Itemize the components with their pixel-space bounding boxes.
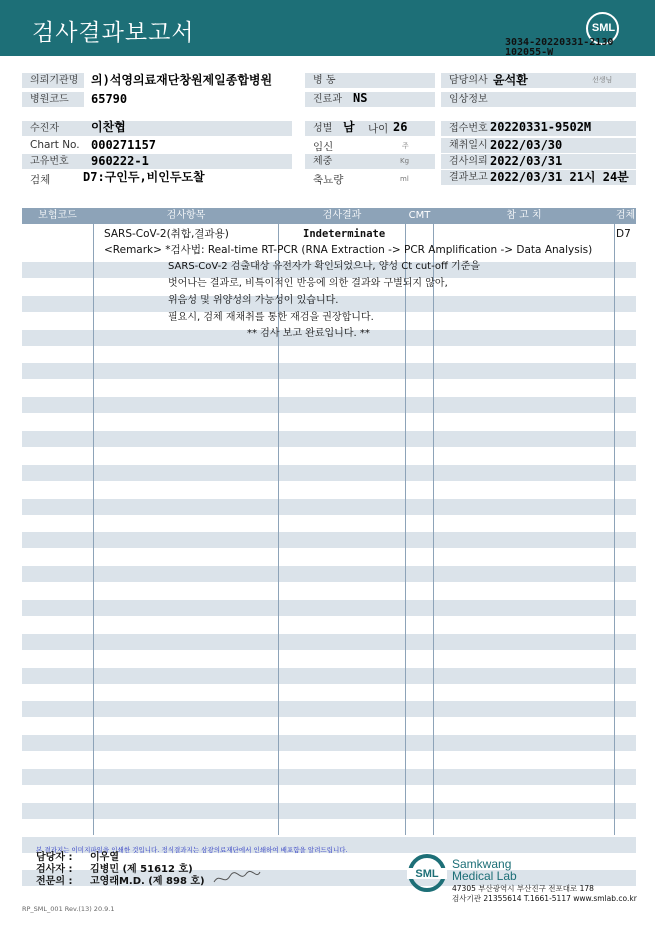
age-value: 26 xyxy=(393,120,408,134)
hospital-label: 의뢰기관명 xyxy=(22,73,84,88)
sml-lab-logo-icon xyxy=(407,853,447,893)
specimen-label: 검체 xyxy=(30,174,51,186)
note-line-3: 위음성 및 위양성의 가능성이 있습니다. xyxy=(168,295,339,306)
test-item-cell: SARS-CoV-2(취합,결과용) xyxy=(104,228,229,240)
note-line-1: SARS-CoV-2 검출대상 유전자가 확인되었으나, 양성 Ct cut-off 기준을 xyxy=(168,261,481,272)
collect-date-label: 채취일시 xyxy=(441,138,636,153)
table-row xyxy=(22,668,636,684)
specimen-cell: D7 xyxy=(616,228,631,240)
report-complete-line: ** 검사 보고 완료입니다. ** xyxy=(247,328,370,339)
weight-unit: Kg xyxy=(400,157,410,165)
sex-value: 남 xyxy=(343,120,355,134)
note-line-4: 필요시, 검체 재채취를 통한 재검을 권장합니다. xyxy=(168,312,374,323)
table-row xyxy=(22,566,636,582)
col-divider-4 xyxy=(433,208,434,835)
specialist-value: 고영래M.D. (제 898 호) xyxy=(90,876,205,887)
manager-value: 이우열 xyxy=(90,852,119,863)
hospital-value: 의)석영의료재단창원제일종합병원 xyxy=(91,73,273,87)
doctor-value: 윤석환 xyxy=(493,73,528,87)
lab-address xyxy=(452,884,637,904)
table-row xyxy=(22,363,636,379)
id-label: 고유번호 xyxy=(22,154,292,169)
table-row xyxy=(22,431,636,447)
request-date-label: 검사의뢰 xyxy=(441,154,636,169)
report-date-value: 2022/03/31 21시 24분 xyxy=(490,170,629,184)
col-divider-5 xyxy=(614,208,615,835)
id-value: 960222-1 xyxy=(91,154,149,168)
table-row xyxy=(22,532,636,548)
table-row xyxy=(22,397,636,413)
remark-line: <Remark> *검사법: Real-time RT-PCR (RNA Extraction -> PCR Amplification -> Data Analysis) xyxy=(104,244,593,256)
urine-label: 축뇨량 xyxy=(313,174,344,186)
col-test-item: 검사항목 xyxy=(166,210,206,221)
hospital-code-value: 65790 xyxy=(91,92,128,106)
col-reference: 참 고 치 xyxy=(506,210,542,221)
document-code-line-1: 3034-20220331-2130 xyxy=(505,37,614,48)
col-insurance-code: 보험코드 xyxy=(38,210,77,221)
department-label: 진료과 xyxy=(305,92,435,107)
hospital-code-label: 병원코드 xyxy=(22,92,84,107)
col-divider-3 xyxy=(405,208,406,835)
lab-name xyxy=(452,858,517,882)
age-label: 나이 xyxy=(368,123,389,135)
doctor-suffix: 선생님 xyxy=(592,76,613,84)
pregnancy-unit: 주 xyxy=(402,142,409,150)
ward-label: 병 동 xyxy=(305,73,435,88)
request-date-value: 2022/03/31 xyxy=(490,154,563,168)
col-divider-1 xyxy=(93,208,94,835)
receipt-no-value: 20220331-9502M xyxy=(490,120,592,134)
sml-logo-text: SML xyxy=(591,22,616,34)
sex-label: 성별 xyxy=(305,121,435,136)
clinical-info-label: 임상정보 xyxy=(441,92,636,107)
chart-label: Chart No. xyxy=(30,139,80,151)
document-code xyxy=(505,38,613,58)
examiner-label: 검사자 : xyxy=(36,864,73,875)
col-test-result: 검사결과 xyxy=(322,210,362,221)
document-code-line-2: 102055-W xyxy=(505,47,554,58)
signature-icon xyxy=(212,866,262,888)
specimen-value: D7:구인두,비인두도찰 xyxy=(83,170,205,184)
table-row xyxy=(22,600,636,616)
specialist-label: 전문의 : xyxy=(36,876,73,887)
footer-note: 본 결과지는 이미지파일을 인쇄한 것입니다. 정식결과지는 삼광의료재단에서 인쇄하여 배포함을 알려드립니다. xyxy=(36,846,348,854)
table-row xyxy=(22,499,636,515)
lab-address-line-1: 47305 부산광역시 부산진구 전포대로 178 xyxy=(452,884,594,893)
table-row xyxy=(22,769,636,785)
lab-name-line-1: Samkwang xyxy=(452,857,512,871)
sml-lab-logo-text: SML xyxy=(415,868,439,880)
weight-label: 체중 xyxy=(305,154,435,169)
report-title: 검사결과보고서 xyxy=(32,20,195,46)
urine-unit: ml xyxy=(400,175,409,183)
revision-code: RP_SML_001 Rev.(13) 20.9.1 xyxy=(22,905,115,913)
pregnancy-label: 임신 xyxy=(313,141,334,153)
report-date-label: 결과보고 xyxy=(441,170,636,185)
department-value: NS xyxy=(353,91,368,105)
doctor-label: 담당의사 xyxy=(441,73,636,88)
table-row xyxy=(22,465,636,481)
col-cmt: CMT xyxy=(408,210,431,221)
patient-label: 수진자 xyxy=(22,121,292,136)
collect-date-value: 2022/03/30 xyxy=(490,138,563,152)
table-row xyxy=(22,735,636,751)
note-line-2: 벗어나는 결과로, 비특이적인 반응에 의한 결과와 구별되지 않아, xyxy=(168,278,448,289)
lab-address-line-2: 검사기관 21355614 T.1661-5117 www.smlab.co.kr xyxy=(452,894,637,903)
test-result-cell: Indeterminate xyxy=(303,228,386,240)
table-row xyxy=(22,634,636,650)
chart-value: 000271157 xyxy=(91,138,157,152)
examiner-value: 김병민 (제 51612 호) xyxy=(90,864,193,875)
lab-name-line-2: Medical Lab xyxy=(452,869,517,883)
receipt-no-label: 접수번호 xyxy=(441,121,636,136)
patient-value: 이찬협 xyxy=(91,120,126,134)
col-specimen: 검체 xyxy=(615,210,636,221)
table-row xyxy=(22,803,636,819)
table-row xyxy=(22,701,636,717)
manager-label: 담당자 : xyxy=(36,852,73,863)
